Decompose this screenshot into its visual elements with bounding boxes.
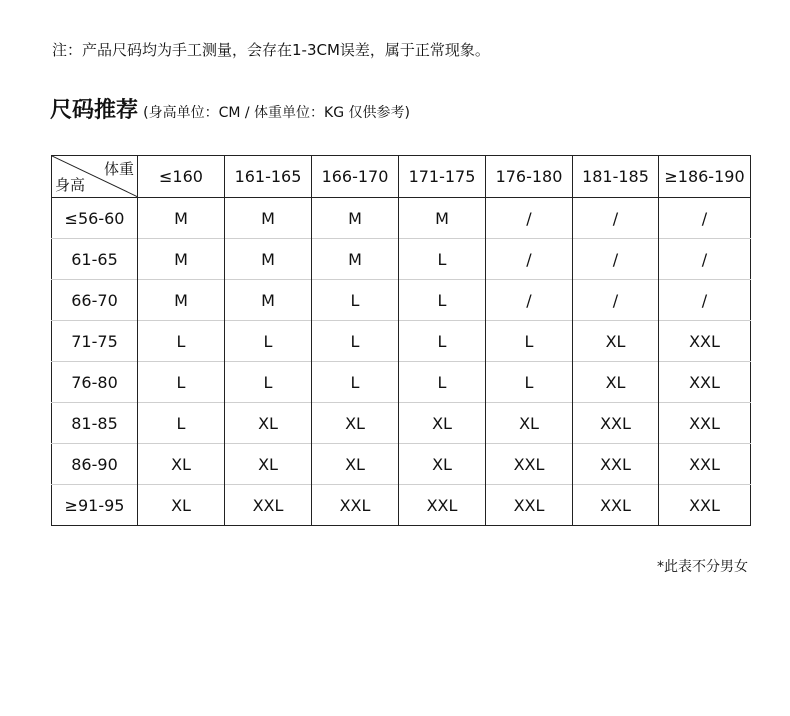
table-row (52, 403, 751, 444)
column-header: ≥186-190 (659, 156, 751, 198)
size-cell: XXL (486, 485, 573, 526)
table-row (52, 321, 751, 362)
size-cell: XXL (573, 403, 659, 444)
size-cell: L (138, 321, 225, 362)
table-row (52, 280, 751, 321)
size-recommendation-header (50, 97, 410, 127)
size-cell: M (138, 198, 225, 239)
size-cell: L (399, 362, 486, 403)
header-row (52, 156, 751, 198)
size-cell: L (399, 239, 486, 280)
size-cell: XL (573, 362, 659, 403)
row-header: 86-90 (52, 444, 138, 485)
weight-header-label: 体重 (103, 160, 134, 178)
corner-header-cell (52, 156, 138, 198)
size-cell: XL (399, 403, 486, 444)
size-cell: L (138, 362, 225, 403)
table-row (52, 485, 751, 526)
size-cell: XL (225, 403, 312, 444)
row-header: 71-75 (52, 321, 138, 362)
size-cell: / (486, 239, 573, 280)
size-cell: L (225, 362, 312, 403)
size-cell: M (312, 239, 399, 280)
size-cell: / (659, 239, 751, 280)
row-header: ≥91-95 (52, 485, 138, 526)
column-header: 171-175 (399, 156, 486, 198)
size-cell: L (138, 403, 225, 444)
size-cell: M (399, 198, 486, 239)
column-header: 176-180 (486, 156, 573, 198)
column-header: 181-185 (573, 156, 659, 198)
size-cell: L (486, 362, 573, 403)
row-header: ≤56-60 (52, 198, 138, 239)
size-chart-table (51, 155, 751, 526)
size-cell: L (312, 321, 399, 362)
size-cell: M (225, 239, 312, 280)
column-header: 161-165 (225, 156, 312, 198)
size-cell: / (486, 198, 573, 239)
row-header: 76-80 (52, 362, 138, 403)
size-cell: XL (225, 444, 312, 485)
size-cell: / (573, 198, 659, 239)
size-cell: XL (399, 444, 486, 485)
height-header-label: 身高 (55, 176, 86, 194)
table-row (52, 362, 751, 403)
units-subtitle: (身高单位：CM / 体重单位：KG 仅供参考) (143, 105, 410, 121)
table-row (52, 444, 751, 485)
size-cell: L (399, 280, 486, 321)
size-cell: XL (486, 403, 573, 444)
size-cell: M (138, 280, 225, 321)
size-cell: / (486, 280, 573, 321)
column-header: ≤160 (138, 156, 225, 198)
size-cell: XXL (659, 403, 751, 444)
size-cell: XL (312, 444, 399, 485)
size-cell: XL (138, 444, 225, 485)
column-header: 166-170 (312, 156, 399, 198)
size-cell: XXL (659, 321, 751, 362)
size-cell: XXL (573, 444, 659, 485)
size-cell: XXL (573, 485, 659, 526)
size-cell: / (573, 239, 659, 280)
row-header: 61-65 (52, 239, 138, 280)
size-cell: XXL (659, 485, 751, 526)
size-cell: M (138, 239, 225, 280)
size-cell: XL (138, 485, 225, 526)
size-cell: XXL (399, 485, 486, 526)
size-cell: L (225, 321, 312, 362)
measurement-note: 注：产品尺码均为手工测量，会存在1-3CM误差，属于正常现象。 (52, 41, 490, 59)
size-cell: L (486, 321, 573, 362)
table-row (52, 239, 751, 280)
size-cell: / (659, 198, 751, 239)
size-cell: / (659, 280, 751, 321)
row-header: 81-85 (52, 403, 138, 444)
size-cell: XL (312, 403, 399, 444)
size-cell: XXL (659, 362, 751, 403)
size-cell: XL (573, 321, 659, 362)
row-header: 66-70 (52, 280, 138, 321)
size-cell: M (312, 198, 399, 239)
size-cell: L (312, 280, 399, 321)
size-cell: M (225, 280, 312, 321)
size-cell: XXL (659, 444, 751, 485)
unisex-footnote: *此表不分男女 (657, 559, 748, 575)
size-cell: M (225, 198, 312, 239)
size-cell: XXL (312, 485, 399, 526)
size-cell: L (312, 362, 399, 403)
size-cell: XXL (486, 444, 573, 485)
size-cell: / (573, 280, 659, 321)
size-cell: XXL (225, 485, 312, 526)
page-title: 尺码推荐 (50, 98, 139, 123)
table-row (52, 198, 751, 239)
size-cell: L (399, 321, 486, 362)
